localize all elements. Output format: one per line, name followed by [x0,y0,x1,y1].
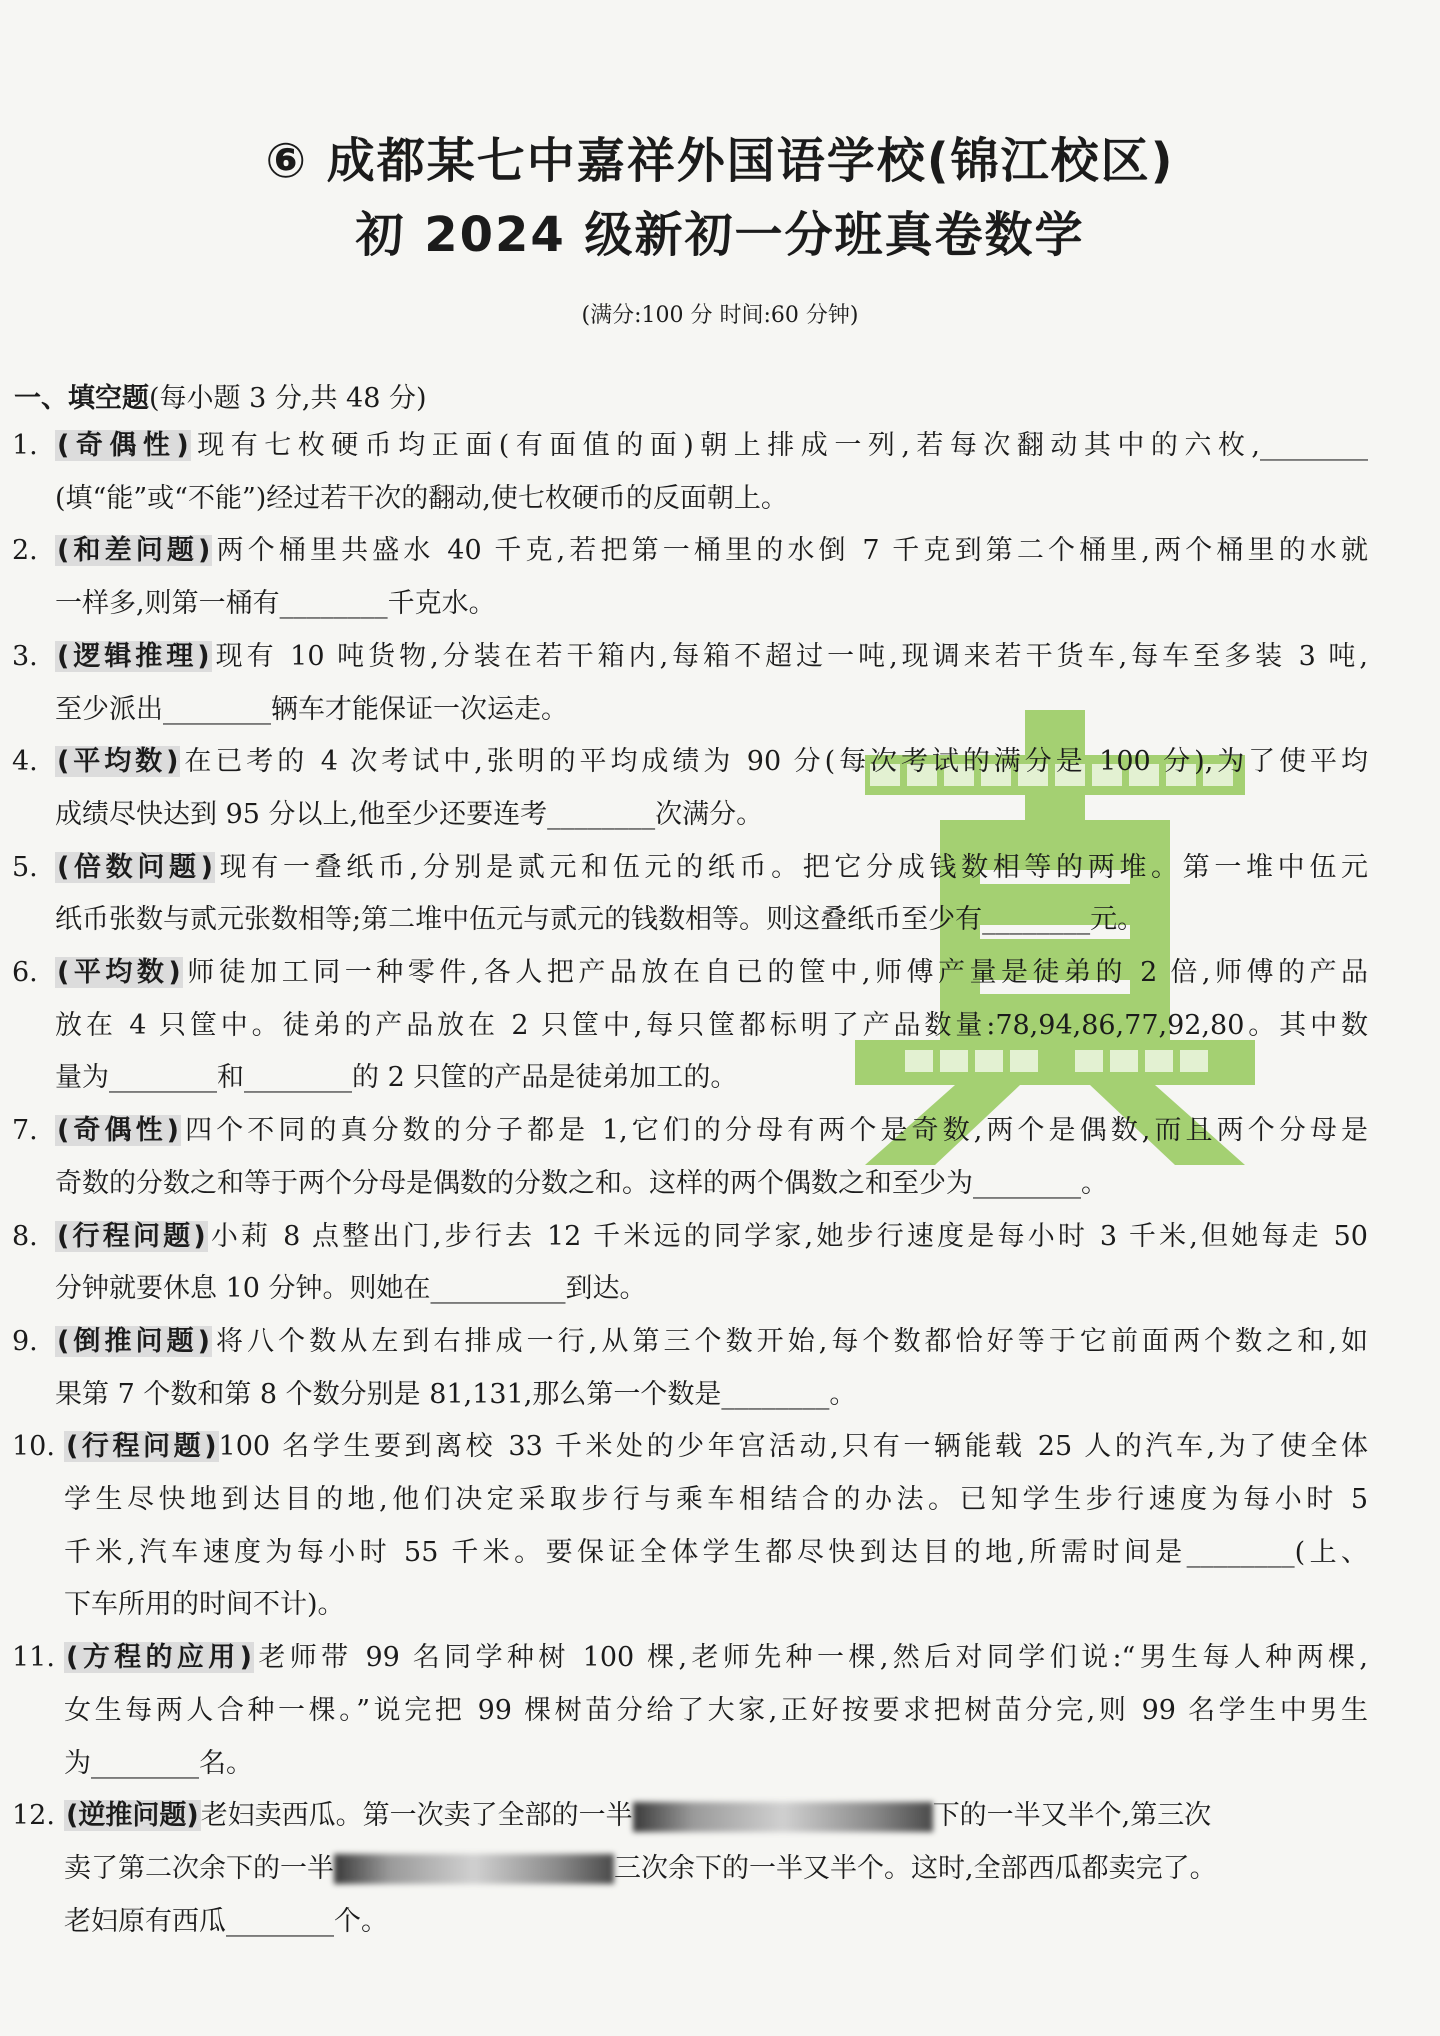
question-line [64,1579,1368,1632]
question-topic-tag: (和差问题) [57,535,211,567]
question-line [55,1000,1368,1053]
question-item [0,1790,1440,1948]
question-text: 为________名。 [64,1747,253,1779]
question-line [55,473,1368,526]
question-number: 4. [12,746,38,778]
question-line [64,1421,1368,1474]
question-topic-tag: (奇偶性) [57,430,189,461]
question-line [55,842,1368,895]
question-number: 9. [12,1325,38,1357]
question-topic-tag: (平均数) [57,746,179,778]
question-text: 至少派出________辆车才能保证一次运走。 [55,693,568,725]
question-topic-tag: (逻辑推理) [57,640,210,672]
question-item [0,842,1440,947]
document-title-line1: ⑥ 成都某七中嘉祥外国语学校(锦江校区) [265,133,1175,189]
question-item [0,525,1440,630]
section-heading [14,376,427,415]
question-text: 将八个数从左到右排成一行,从第三个数开始,每个数都恰好等于它前面两个数之和,如 [211,1325,1369,1357]
question-topic-tag: (倒推问题) [57,1325,210,1357]
question-line [64,1738,1368,1791]
question-number: 10. [12,1431,55,1463]
question-topic-tag: (奇偶性) [57,1115,180,1147]
question-line [64,1527,1368,1580]
question-number: 7. [12,1115,38,1147]
question-line [55,1316,1368,1369]
question-list [0,420,1440,1948]
question-text: 四个不同的真分数的分子都是 1,它们的分母有两个是奇数,两个是偶数,而且两个分母是 [181,1115,1368,1147]
question-line [55,1105,1368,1158]
question-number: 12. [12,1800,55,1832]
question-text: 一样多,则第一桶有________千克水。 [55,588,496,620]
question-line [55,1263,1368,1316]
question-line [55,736,1368,789]
question-text: 老妇原有西瓜________个。 [64,1905,388,1937]
question-item [0,736,1440,841]
question-text: 师徒加工同一种零件,各人把产品放在自已的筐中,师傅产量是徒弟的 2 倍,师傅的产品 [182,957,1368,989]
question-topic-tag: (行程问题) [66,1431,217,1463]
question-text: 老师带 99 名同学种树 100 棵,老师先种一棵,然后对同学们说:“男生每人种两棵, [253,1642,1368,1674]
question-line [55,789,1368,842]
question-text: 千米,汽车速度为每小时 55 千米。要保证全体学生都尽快到达目的地,所需时间是________(上、 [64,1536,1368,1568]
document-title-line2: 初 2024 级新初一分班真卷数学 [355,207,1085,263]
question-line [55,631,1368,684]
question-line [64,1896,1368,1949]
question-item [0,1211,1440,1316]
question-text: (填“能”或“不能”)经过若干次的翻动,使七枚硬币的反面朝上。 [55,482,788,514]
question-line [55,525,1368,578]
question-text: 下车所用的时间不计)。 [64,1589,345,1621]
question-text: 果第 7 个数和第 8 个数分别是 81,131,那么第一个数是________。 [55,1378,857,1410]
question-number: 5. [12,851,38,883]
question-number: 11. [12,1642,55,1674]
question-text: 老妇卖西瓜。第一次卖了全部的一半 [200,1800,633,1832]
question-line [64,1474,1368,1527]
question-text: 纸币张数与贰元张数相等;第二堆中伍元与贰元的钱数相等。则这叠纸币至少有________元。 [55,904,1145,936]
question-line [55,947,1368,1000]
question-topic-tag: (倍数问题) [57,851,213,883]
question-text: 现有七枚硬币均正面(有面值的面)朝上排成一列,若每次翻动其中的六枚,________ [190,430,1369,461]
question-line [64,1790,1368,1843]
question-topic-tag: (方程的应用) [66,1642,252,1674]
question-item [0,420,1440,525]
question-number: 6. [12,957,38,989]
question-item [0,1632,1440,1790]
question-line [64,1685,1368,1738]
question-line [55,684,1368,737]
question-line [55,1369,1368,1422]
section-label: 一、填空题 [14,383,149,414]
question-number: 3. [12,640,38,672]
question-topic-tag: (逆推问题) [66,1800,199,1832]
question-item [0,631,1440,736]
question-line [55,1158,1368,1211]
question-text: 女生每两人合种一棵。”说完把 99 棵树苗分给了大家,正好按要求把树苗分完,则 99 名学生中男生 [64,1694,1368,1726]
question-topic-tag: (行程问题) [57,1220,206,1252]
question-text: 成绩尽快达到 95 分以上,他至少还要连考________次满分。 [55,798,764,830]
question-text: 现有一叠纸币,分别是贰元和伍元的纸币。把它分成钱数相等的两堆。第一堆中伍元 [214,851,1368,883]
question-text: 下的一半又半个,第三次 [932,1800,1212,1832]
question-text: 在已考的 4 次考试中,张明的平均成绩为 90 分(每次考试的满分是 100 分),为了使平均 [180,746,1369,778]
question-text: 放在 4 只筐中。徒弟的产品放在 2 只筐中,每只筐都标明了产品数量:78,94,86,77,92,80。其中数 [55,1009,1368,1041]
question-topic-tag: (平均数) [57,957,181,989]
exam-info: (满分:100 分 时间:60 分钟) [581,303,859,328]
question-number: 1. [12,430,38,461]
question-number: 2. [12,535,38,567]
question-text: 小莉 8 点整出门,步行去 12 千米远的同学家,她步行速度是每小时 3 千米,但她每走 50 [207,1220,1368,1252]
question-item [0,1316,1440,1421]
question-number: 8. [12,1220,38,1252]
question-line [55,420,1368,473]
question-text: 卖了第二次余下的一半 [64,1852,334,1884]
question-text: 学生尽快地到达目的地,他们决定采取步行与乘车相结合的办法。已知学生步行速度为每小时 5 [64,1484,1368,1516]
question-text: 两个桶里共盛水 40 千克,若把第一桶里的水倒 7 千克到第二个桶里,两个桶里的水就 [212,535,1369,567]
question-text: 分钟就要休息 10 分钟。则她在__________到达。 [55,1273,647,1305]
question-text: 100 名学生要到离校 33 千米处的少年宫活动,只有一辆能载 25 人的汽车,为了使全体 [218,1431,1368,1463]
blurred-region [633,1802,933,1832]
section-note: (每小题 3 分,共 48 分) [149,383,427,414]
question-text: 奇数的分数之和等于两个分母是偶数的分数之和。这样的两个偶数之和至少为________。 [55,1167,1108,1199]
question-item [0,1421,1440,1632]
question-line [64,1843,1368,1896]
question-item [0,1105,1440,1210]
question-line [55,1211,1368,1264]
question-line [55,894,1368,947]
blurred-region [334,1854,614,1884]
question-line [55,578,1368,631]
question-text: 现有 10 吨货物,分装在若干箱内,每箱不超过一吨,现调来若干货车,每车至多装 3 吨, [211,640,1368,672]
question-item [0,947,1440,1105]
question-line [55,1052,1368,1105]
question-text: 三次余下的一半又半个。这时,全部西瓜都卖完了。 [614,1852,1217,1884]
question-text: 量为________和________的 2 只筐的产品是徒弟加工的。 [55,1062,738,1094]
question-line [64,1632,1368,1685]
